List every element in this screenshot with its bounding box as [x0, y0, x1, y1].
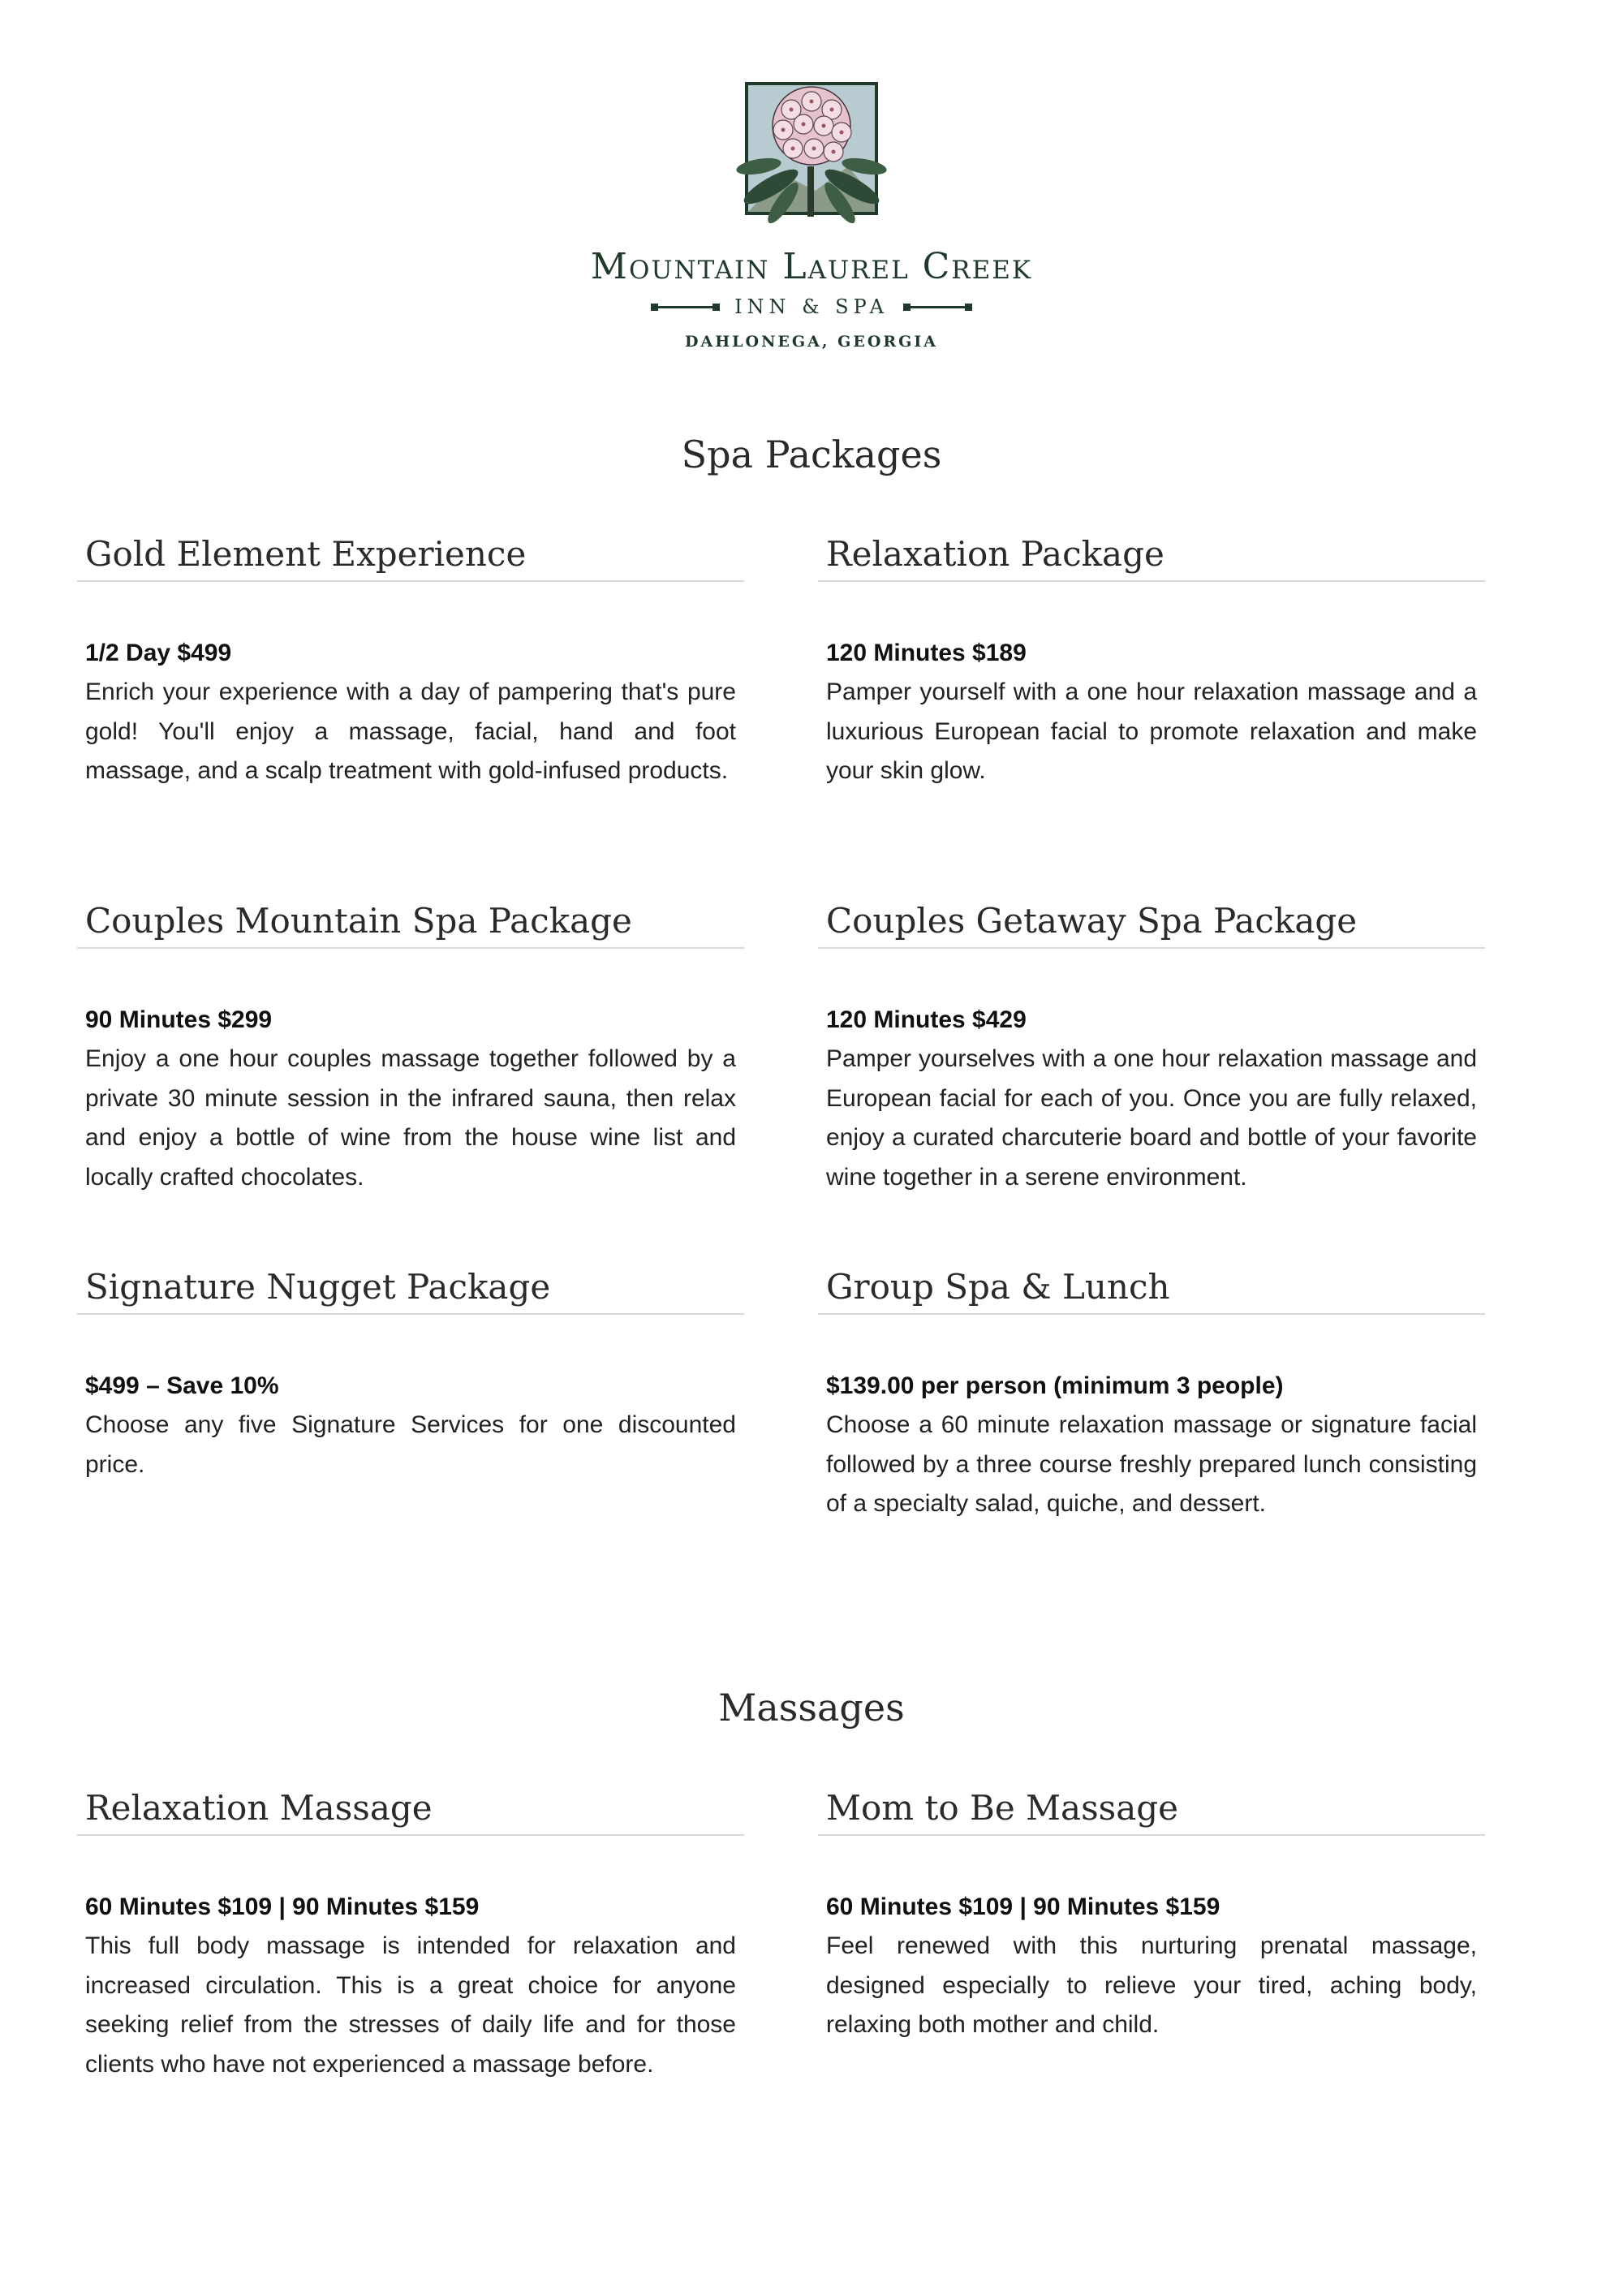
- brand-logo: [0, 77, 1623, 351]
- package-title: Gold Element Experience: [77, 532, 744, 582]
- massage-mom-to-be: [818, 1786, 1485, 2045]
- massage-title: Mom to Be Massage: [818, 1786, 1485, 1836]
- package-title: Couples Getaway Spa Package: [818, 898, 1485, 949]
- brand-name: Mountain Laurel Creek: [590, 246, 1033, 287]
- divider-right: [903, 306, 972, 308]
- package-signature-nugget: [77, 1264, 744, 1484]
- massage-price: 60 Minutes $109 | 90 Minutes $159: [826, 1893, 1220, 1920]
- brand-subtitle-row: [0, 295, 1623, 318]
- package-relaxation: [818, 532, 1485, 791]
- section-title-massages: Massages: [718, 1686, 905, 1730]
- package-title: Relaxation Package: [818, 532, 1485, 582]
- package-description: Choose a 60 minute relaxation massage or signature facial followed by a three course freshly prepared lunch consisting of a specialty salad, quiche, and dessert.: [826, 1411, 1477, 1517]
- brand-subtitle: INN & SPA: [734, 295, 889, 318]
- package-couples-mountain: [77, 898, 744, 1197]
- mountain-laurel-flower-icon: [726, 77, 897, 231]
- package-title: Couples Mountain Spa Package: [77, 898, 744, 949]
- package-title: Group Spa & Lunch: [818, 1264, 1485, 1315]
- package-gold-element: [77, 532, 744, 791]
- package-couples-getaway: [818, 898, 1485, 1197]
- package-price: 90 Minutes $299: [85, 1006, 273, 1033]
- package-description: Pamper yourself with a one hour relaxation massage and a luxurious European facial to promote relaxation and make your skin glow.: [826, 678, 1477, 784]
- package-description: Enrich your experience with a day of pampering that's pure gold! You'll enjoy a massage, facial, hand and foot massage, and a scalp treatment with gold-infused products.: [85, 678, 736, 784]
- divider-left: [651, 306, 720, 308]
- package-price: $499 – Save 10%: [85, 1372, 279, 1399]
- package-description: Pamper yourselves with a one hour relaxation massage and European facial for each of you. Once you are fully relaxed, enjoy a curated charcuterie board and bottle of your favorite wine together in a serene environment.: [826, 1045, 1477, 1191]
- section-title-spa-packages: Spa Packages: [681, 433, 942, 476]
- package-description: Choose any five Signature Services for one discounted price.: [85, 1411, 736, 1478]
- package-group-spa-lunch: [818, 1264, 1485, 1524]
- package-title: Signature Nugget Package: [77, 1264, 744, 1315]
- package-price: 120 Minutes $189: [826, 640, 1027, 666]
- package-description: Enjoy a one hour couples massage together followed by a private 30 minute session in the infrared sauna, then relax and enjoy a bottle of wine from the house wine list and locally crafted chocolates.: [85, 1045, 736, 1191]
- massage-price: 60 Minutes $109 | 90 Minutes $159: [85, 1893, 480, 1920]
- brand-location: DAHLONEGA, GEORGIA: [684, 333, 939, 351]
- package-price: 1/2 Day $499: [85, 640, 232, 666]
- massage-title: Relaxation Massage: [77, 1786, 744, 1836]
- massage-description: Feel renewed with this nurturing prenatal massage, designed especially to relieve your tired, aching body, relaxing both mother and child.: [826, 1932, 1477, 2038]
- massage-description: This full body massage is intended for relaxation and increased circulation. This is a great choice for anyone seeking relief from the stresses of daily life and for those clients who have not experienced a massage before.: [85, 1932, 736, 2078]
- massage-relaxation: [77, 1786, 744, 2084]
- package-price: $139.00 per person (minimum 3 people): [826, 1372, 1284, 1399]
- package-price: 120 Minutes $429: [826, 1006, 1027, 1033]
